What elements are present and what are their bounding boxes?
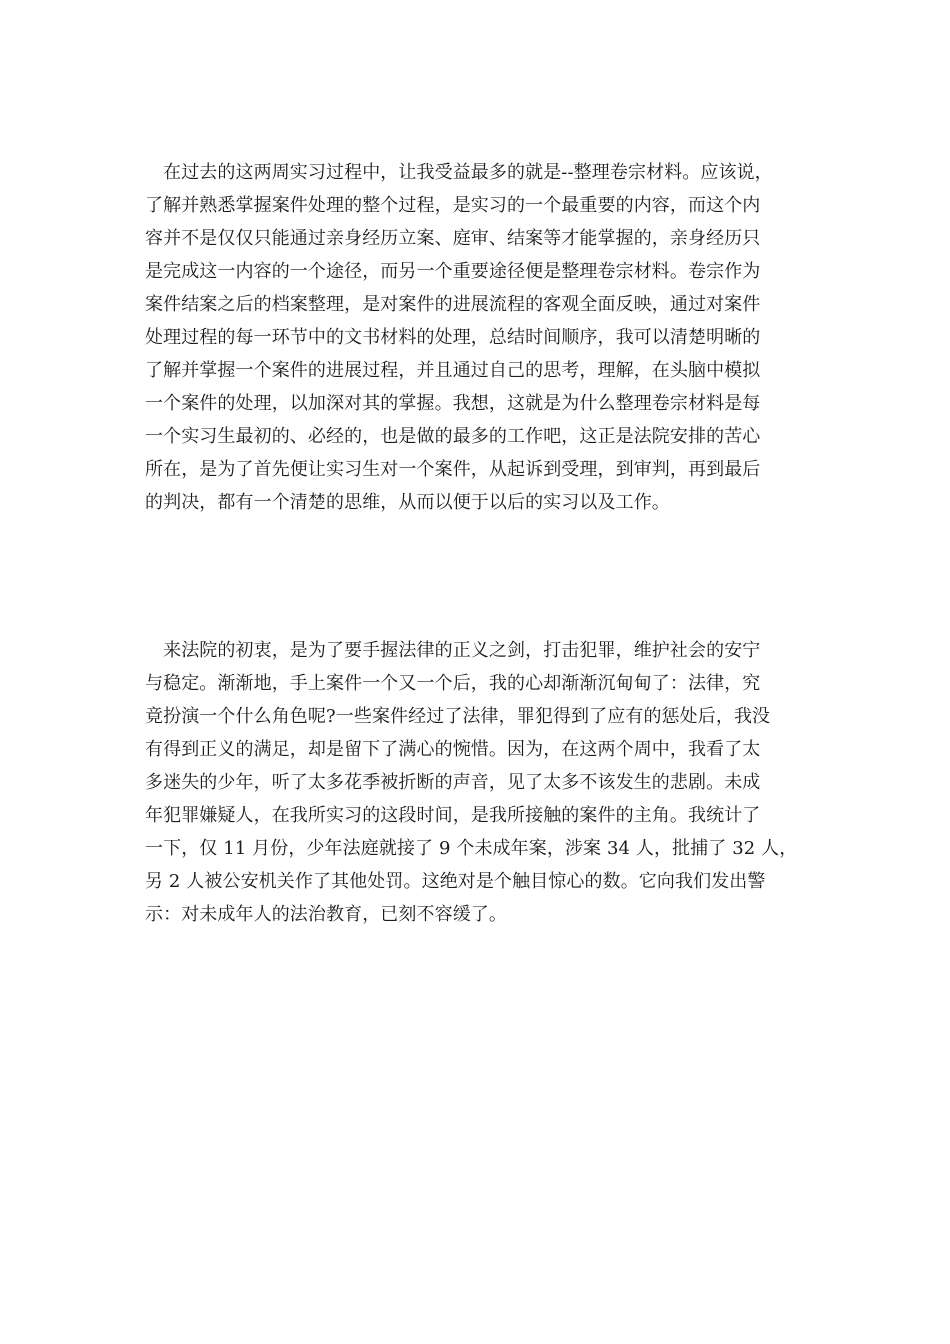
paragraph-juvenile-cases bbox=[145, 634, 835, 931]
paragraph-line: 一个实习生最初的、必经的，也是做的最多的工作吧，这正是法院安排的苦心 bbox=[145, 426, 761, 447]
paragraph-line: 多迷失的少年，听了太多花季被折断的声音，见了太多不该发生的悲剧。未成 bbox=[145, 772, 761, 793]
paragraph-line: 所在，是为了首先便让实习生对一个案件，从起诉到受理，到审判，再到最后 bbox=[145, 459, 761, 480]
paragraph-line: 一个案件的处理，以加深对其的掌握。我想，这就是为什么整理卷宗材料是每 bbox=[145, 393, 761, 414]
paragraph-line: 来法院的初衷，是为了要手握法律的正义之剑，打击犯罪，维护社会的安宁 bbox=[145, 640, 761, 661]
paragraph-line: 了解并熟悉掌握案件处理的整个过程，是实习的一个最重要的内容，而这个内 bbox=[145, 195, 761, 216]
paragraph-line: 示：对未成年人的法治教育，已刻不容缓了。 bbox=[145, 904, 507, 925]
paragraph-line: 处理过程的每一环节中的文书材料的处理，总结时间顺序，我可以清楚明晰的 bbox=[145, 327, 761, 348]
paragraph-line: 一下，仅 11 月份，少年法庭就接了 9 个未成年案，涉案 34 人，批捕了 32 人， bbox=[145, 838, 798, 859]
paragraph-line: 是完成这一内容的一个途径，而另一个重要途径便是整理卷宗材料。卷宗作为 bbox=[145, 261, 761, 282]
paragraph-line: 了解并掌握一个案件的进展过程，并且通过自己的思考，理解，在头脑中模拟 bbox=[145, 360, 761, 381]
paragraph-line: 容并不是仅仅只能通过亲身经历立案、庭审、结案等才能掌握的，亲身经历只 bbox=[145, 228, 761, 249]
paragraph-line: 有得到正义的满足，却是留下了满心的惋惜。因为，在这两个周中，我看了太 bbox=[145, 739, 761, 760]
paragraph-line: 另 2 人被公安机关作了其他处罚。这绝对是个触目惊心的数。它向我们发出警 bbox=[145, 871, 766, 892]
paragraph-case-files bbox=[145, 156, 835, 519]
paragraph-line: 案件结案之后的档案整理，是对案件的进展流程的客观全面反映，通过对案件 bbox=[145, 294, 761, 315]
paragraph-line: 的判决，都有一个清楚的思维，从而以便于以后的实习以及工作。 bbox=[145, 492, 670, 513]
paragraph-line: 与稳定。渐渐地，手上案件一个又一个后，我的心却渐渐沉甸甸了：法律，究 bbox=[145, 673, 761, 694]
paragraph-line: 在过去的这两周实习过程中，让我受益最多的就是--整理卷宗材料。应该说， bbox=[145, 162, 773, 183]
paragraph-line: 年犯罪嫌疑人，在我所实习的这段时间，是我所接触的案件的主角。我统计了 bbox=[145, 805, 761, 826]
paragraph-line: 竟扮演一个什么角色呢?一些案件经过了法律，罪犯得到了应有的惩处后，我没 bbox=[145, 706, 771, 727]
